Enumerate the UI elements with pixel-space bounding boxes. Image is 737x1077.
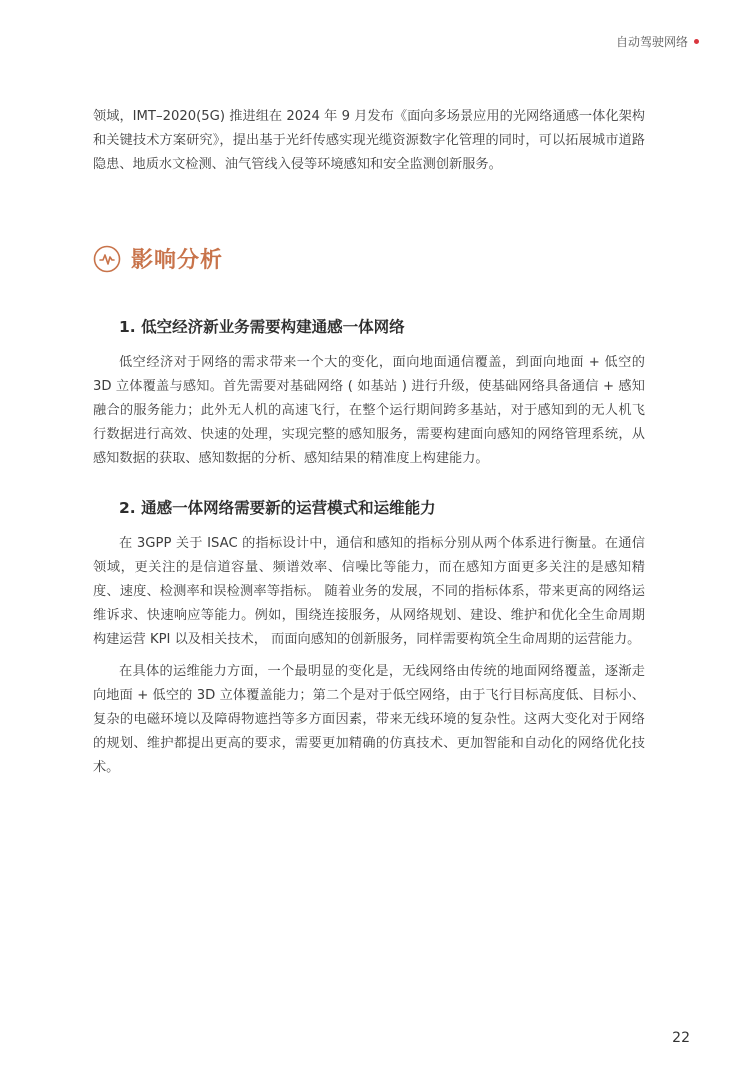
header-dot-icon <box>694 39 699 44</box>
subsection-2-body-continued <box>93 660 645 780</box>
subsection-1 <box>93 315 645 337</box>
subsection-2-paragraph-2: 在具体的运维能力方面，一个最明显的变化是，无线网络由传统的地面网络覆盖，逐渐走向地面 + 低空的 3D 立体覆盖能力；第二个是对于低空网络，由于飞行目标高度低、目标小、复杂的电磁环境以及障碍物遮挡等多方面因素，带来无线环境的复杂性。这两大变化对于网络的规划、维护都提出更高的要求，需要更加精确的仿真技术、更加智能和自动化的网络优化技术。 <box>93 664 645 775</box>
subsection-1-title: 1. 低空经济新业务需要构建通感一体网络 <box>119 318 405 336</box>
subsection-2-paragraph-1: 在 3GPP 关于 ISAC 的指标设计中，通信和感知的指标分别从两个体系进行衡量。在通信领域，更关注的是信道容量、频谱效率、信噪比等能力，而在感知方面更多关注的是感知精度、速度、检测率和误检测率等指标。 随着业务的发展，不同的指标体系，带来更高的网络运维诉求、快速响应等能力。例如，围绕连接服务，从网络规划、建设、维护和优化全生命周期构建运营 KPI 以及相关技术， 而面向感知的创新服务，同样需要构筑全生命周期的运营能力。 <box>93 536 645 647</box>
section-heading <box>93 243 223 274</box>
running-header-title: 自动驾驶网络 <box>615 35 688 49</box>
subsection-2-title: 2. 通感一体网络需要新的运营模式和运维能力 <box>119 499 436 517</box>
section-title: 影响分析 <box>131 248 224 273</box>
subsection-2-body <box>93 532 645 652</box>
intro-paragraph: 领域，IMT–2020(5G) 推进组在 2024 年 9 月发布《面向多场景应用的光网络通感一体化架构和关键技术方案研究》，提出基于光纤传感实现光缆资源数字化管理的同时，可以拓展城市道路隐患、地质水文检测、油气管线入侵等环境感知和安全监测创新服务。 <box>93 109 645 172</box>
intro-paragraph-block <box>93 105 645 177</box>
running-header <box>616 33 699 50</box>
subsection-1-body <box>93 351 645 471</box>
subsection-2 <box>93 496 645 518</box>
page-number: 22 <box>672 1030 690 1046</box>
subsection-1-paragraph-1: 低空经济对于网络的需求带来一个大的变化，面向地面通信覆盖，到面向地面 + 低空的 3D 立体覆盖与感知。首先需要对基础网络 ( 如基站 ) 进行升级，使基础网络具备通信 + 感知融合的服务能力；此外无人机的高速飞行，在整个运行期间跨多基站，对于感知到的无人机飞行数据进行高效、快速的处理，实现完整的感知服务，需要构建面向感知的网络管理系统，从感知数据的获取、感知数据的分析、感知结果的精准度上构建能力。 <box>93 355 645 466</box>
wave-icon <box>93 245 121 273</box>
